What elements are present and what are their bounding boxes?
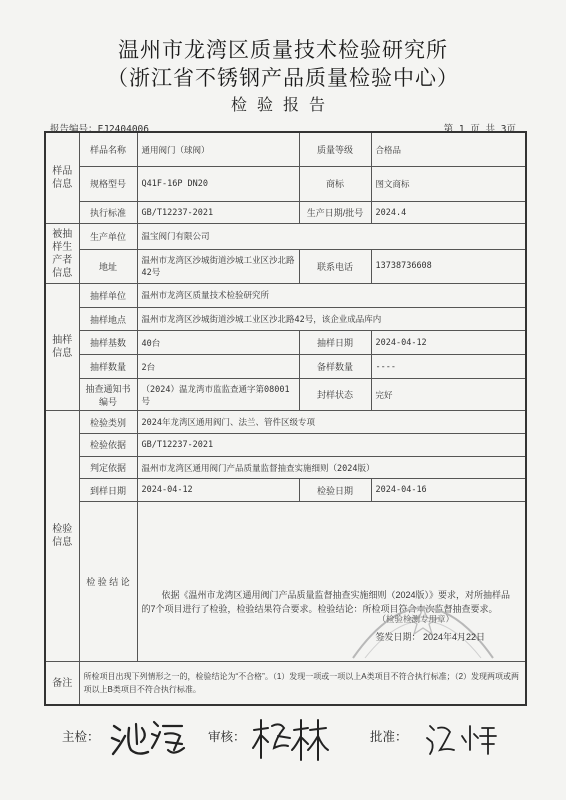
phone-label: 联系电话 bbox=[299, 249, 371, 283]
brand: 图文商标 bbox=[371, 167, 526, 202]
judge-label: 判定依据 bbox=[79, 456, 137, 479]
table-row bbox=[45, 201, 526, 224]
seal-state-label: 封样状态 bbox=[299, 378, 371, 410]
model-label: 规格型号 bbox=[79, 167, 137, 202]
test-date-label: 检验日期 bbox=[299, 479, 371, 502]
report-title: 检验报告 bbox=[230, 95, 335, 114]
arrive-date-label: 到样日期 bbox=[79, 479, 137, 502]
model: Q41F-16P DN20 bbox=[137, 167, 299, 202]
arrive-date: 2024-04-12 bbox=[137, 479, 299, 502]
brand-label: 商标 bbox=[299, 167, 371, 202]
report-number-value: FJ2404006 bbox=[97, 124, 149, 135]
table-row bbox=[45, 307, 526, 331]
table-row bbox=[45, 378, 526, 410]
section-sample: 样品信息 bbox=[45, 132, 79, 224]
producer-unit: 温宝阀门有限公司 bbox=[137, 224, 526, 249]
address: 温州市龙湾区沙城街道沙城工业区沙北路42号 bbox=[137, 249, 299, 283]
sampling-place: 温州市龙湾区沙城街道沙城工业区沙北路42号，该企业成品库内 bbox=[137, 307, 526, 331]
issue-date: 签发日期： 2024年4月22日 bbox=[375, 632, 486, 643]
notice-label: 抽查通知书编号 bbox=[79, 378, 137, 410]
conclusion-cell bbox=[137, 502, 526, 662]
table-row bbox=[45, 355, 526, 379]
phone: 13738736608 bbox=[371, 249, 526, 283]
table-row bbox=[45, 502, 526, 662]
sampling-unit-label: 抽样单位 bbox=[79, 283, 137, 307]
page-info: 第 1 页 共 3页 bbox=[443, 124, 516, 135]
table-row bbox=[45, 331, 526, 355]
chief-inspector-label: 主检： bbox=[62, 730, 100, 744]
reviewer-label: 审核： bbox=[208, 730, 246, 744]
report-number-label: 报告编号： bbox=[50, 124, 98, 135]
org-name: 温州市龙湾区质量技术检验研究所 bbox=[118, 38, 448, 62]
batch: 2024.4 bbox=[371, 201, 526, 224]
table-row bbox=[45, 411, 526, 434]
batch-label: 生产日期/批号 bbox=[299, 201, 371, 224]
sample-name: 通用阀门（球阀） bbox=[137, 132, 299, 167]
section-sampled-party: 被抽样生产者信息 bbox=[45, 224, 79, 283]
basis-label: 检验依据 bbox=[79, 434, 137, 457]
table-row bbox=[45, 167, 526, 202]
section-sampling: 抽样信息 bbox=[45, 283, 79, 411]
sample-name-label: 样品名称 bbox=[79, 132, 137, 167]
table-row bbox=[45, 479, 526, 502]
remark-text: 所检项目出现下列情形之一的，检验结论为“不合格”。（1）发现一项或一项以上A类项目不符合执行标准；（2）发现两项或两项以上B类项目不符合执行标准。 bbox=[79, 662, 526, 705]
table-row bbox=[45, 434, 526, 457]
basis: GB/T12237-2021 bbox=[137, 434, 526, 457]
spare-qty-label: 备样数量 bbox=[299, 355, 371, 379]
category: 2024年龙湾区通用阀门、法兰、管件区级专项 bbox=[137, 411, 526, 434]
table-row bbox=[45, 132, 526, 167]
category-label: 检验类别 bbox=[79, 411, 137, 434]
table-row bbox=[45, 224, 526, 249]
sampling-place-label: 抽样地点 bbox=[79, 307, 137, 331]
sampling-base: 40台 bbox=[137, 331, 299, 355]
sampling-date-label: 抽样日期 bbox=[299, 331, 371, 355]
chief-signature-icon bbox=[108, 714, 188, 762]
sampling-base-label: 抽样基数 bbox=[79, 331, 137, 355]
standard: GB/T12237-2021 bbox=[137, 201, 299, 224]
table-row bbox=[45, 249, 526, 283]
producer-unit-label: 生产单位 bbox=[79, 224, 137, 249]
seal-label: （检验检测专用章） bbox=[377, 614, 455, 625]
sampling-date: 2024-04-12 bbox=[371, 331, 526, 355]
notice: （2024）温龙湾市监监查通字第08001号 bbox=[137, 378, 299, 410]
grade-label: 质量等级 bbox=[299, 132, 371, 167]
approver-signature-icon bbox=[424, 718, 498, 758]
sampling-unit: 温州市龙湾区质量技术检验研究所 bbox=[137, 283, 526, 307]
section-inspection: 检验信息 bbox=[45, 411, 79, 662]
table-row bbox=[45, 456, 526, 479]
sampling-qty: 2台 bbox=[137, 355, 299, 379]
seal-state: 完好 bbox=[371, 378, 526, 410]
sampling-qty-label: 抽样数量 bbox=[79, 355, 137, 379]
grade: 合格品 bbox=[371, 132, 526, 167]
spare-qty: ---- bbox=[371, 355, 526, 379]
signature-row bbox=[0, 712, 566, 782]
approver-label: 批准： bbox=[370, 730, 408, 744]
reviewer-signature-icon bbox=[250, 716, 330, 762]
table-row bbox=[45, 662, 526, 705]
conclusion-label: 检 验 结 论 bbox=[79, 502, 137, 662]
section-remark: 备注 bbox=[45, 662, 79, 705]
address-label: 地址 bbox=[79, 249, 137, 283]
standard-label: 执行标准 bbox=[79, 201, 137, 224]
judge: 温州市龙湾区通用阀门产品质量监督抽查实施细则（2024版） bbox=[137, 456, 526, 479]
report-table bbox=[44, 131, 527, 706]
test-date: 2024-04-16 bbox=[371, 479, 526, 502]
conclusion-text: 依据《温州市龙湾区通用阀门产品质量监督抽查实施细则（2024版）》要求，对所抽样品的7个项目进行了检验，检验结果符合要求。检验结论：所检项目符合本次监督抽查要求。 bbox=[141, 589, 511, 614]
org-subtitle: （浙江省不锈钢产品质量检验中心） bbox=[107, 66, 459, 90]
table-row bbox=[45, 283, 526, 307]
